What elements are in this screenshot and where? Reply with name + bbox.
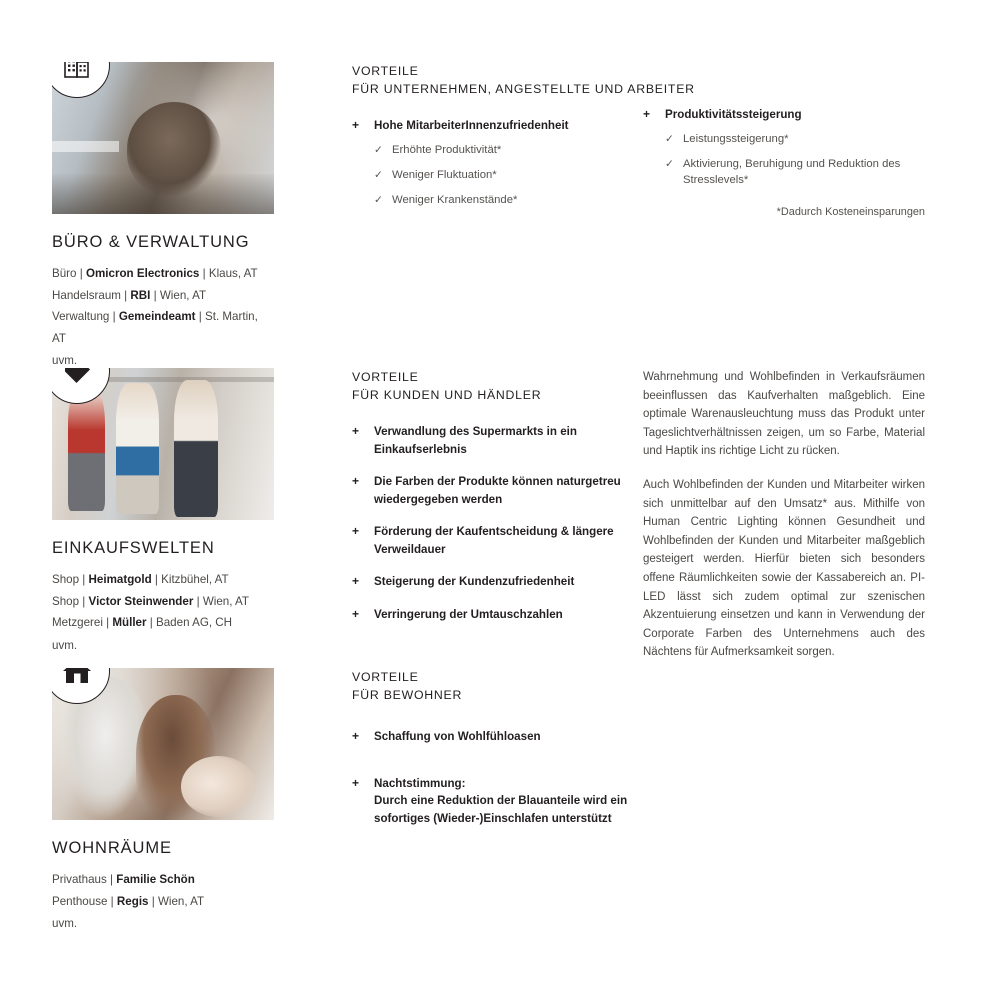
- check-icon: ✓: [665, 132, 674, 145]
- vorteile-kicker: VORTEILE: [352, 64, 419, 78]
- list-item: Privathaus | Familie Schön: [52, 873, 195, 886]
- plus-icon: +: [352, 729, 360, 743]
- list-item: Büro | Omicron Electronics | Klaus, AT: [52, 267, 258, 280]
- list-item: + Hohe MitarbeiterInnenzufriedenheit ✓ Erhöhte Produktivität* ✓ Weniger Fluktuation* ✓ Weniger Krankenstände*: [352, 117, 632, 208]
- footnote: *Dadurch Kosteneinsparungen: [776, 205, 925, 218]
- benefits-list: [352, 423, 632, 623]
- list-item: Shop | Victor Steinwender | Wien, AT: [52, 594, 249, 608]
- vorteile-kicker: VORTEILE: [352, 670, 419, 684]
- plus-icon: +: [643, 107, 651, 121]
- reference-list: [52, 869, 274, 935]
- list-item: ✓ Erhöhte Produktivität*: [374, 143, 502, 156]
- list-item: Metzgerei | Müller | Baden AG, CH: [52, 616, 233, 629]
- reference-list: [52, 569, 274, 656]
- section-middle-column: [352, 368, 632, 638]
- list-item: ✓ Weniger Fluktuation*: [374, 168, 497, 181]
- check-icon: ✓: [374, 193, 383, 206]
- body-paragraph: Auch Wohlbefinden der Kunden und Mitarbeiter wirken sich unmittelbar auf den Umsatz* aus. Mithilfe von Human Centric Lighting können Gesundheit und Wohlbefinden der Kunden und Mitarbeiter maßgeblich gesteigert werden. Hierfür bieten sich besonders offene Räumlichkeiten sowie der Kassabereich an. PI-LED lässt sich zudem optimal zur szenischen Akzentuierung einsetzen und kann in Verwendung der Corporate Farben des Unternehmens auch des Nächtens für Aufmerksamkeit sorgen.: [643, 478, 925, 659]
- more-label: uvm.: [52, 917, 78, 930]
- list-item: + Schaffung von Wohlfühloasen: [352, 728, 632, 746]
- sub-list: [374, 142, 632, 208]
- plus-icon: +: [352, 574, 360, 588]
- reference-list: [52, 263, 274, 372]
- section-left-column: [52, 62, 274, 372]
- list-item: + Produktivitätssteigerung ✓ Leistungssteigerung* ✓ Aktivierung, Beruhigung und Reduktion des Stresslevels*: [643, 106, 925, 188]
- list-item: Penthouse | Regis | Wien, AT: [52, 894, 205, 908]
- plus-icon: +: [352, 474, 360, 488]
- check-icon: ✓: [374, 168, 383, 181]
- more-label: uvm.: [52, 638, 78, 652]
- category-title: WOHNRÄUME: [52, 839, 172, 857]
- section-left-column: [52, 368, 274, 656]
- check-icon: ✓: [374, 143, 383, 156]
- section-right-column: [643, 368, 925, 677]
- vorteile-title: FÜR KUNDEN UND HÄNDLER: [352, 388, 542, 402]
- section-left-column: [52, 668, 274, 935]
- home-photo: [52, 668, 274, 820]
- list-item: + Verwandlung des Supermarkts in ein Einkaufserlebnis: [352, 424, 577, 456]
- plus-icon: +: [352, 524, 360, 538]
- section-middle-column: [352, 62, 695, 223]
- benefits-list: [352, 728, 632, 827]
- category-title: EINKAUFSWELTEN: [52, 539, 215, 557]
- section-right-column: [643, 62, 925, 218]
- category-title: BÜRO & VERWALTUNG: [52, 233, 250, 251]
- section-middle-column: [352, 668, 632, 842]
- list-item: + Förderung der Kaufentscheidung & längere Verweildauer: [352, 524, 614, 556]
- vorteile-title: FÜR BEWOHNER: [352, 688, 463, 702]
- office-photo: [52, 62, 274, 214]
- list-item: Verwaltung | Gemeindeamt | St. Martin, AT: [52, 310, 258, 345]
- list-item: ✓ Leistungssteigerung*: [665, 132, 789, 145]
- list-item: Handelsraum | RBI | Wien, AT: [52, 288, 207, 302]
- list-item: + Nachtstimmung: Durch eine Reduktion der Blauanteile wird ein sofortiges (Wieder-)Einschlafen unterstützt: [352, 775, 632, 828]
- benefits-list-left: [352, 117, 632, 208]
- list-item-detail: Durch eine Reduktion der Blauanteile wird ein sofortiges (Wieder-)Einschlafen unterstützt: [374, 794, 628, 825]
- list-item: ✓ Weniger Krankenstände*: [374, 193, 518, 206]
- shop-photo: [52, 368, 274, 520]
- plus-icon: +: [352, 606, 360, 621]
- list-item: ✓ Aktivierung, Beruhigung und Reduktion des Stresslevels*: [665, 157, 901, 186]
- list-item: + Verringerung der Umtauschzahlen: [352, 606, 632, 624]
- plus-icon: +: [352, 118, 360, 132]
- plus-icon: +: [352, 424, 360, 438]
- check-icon: ✓: [665, 157, 674, 170]
- sub-list: [665, 131, 925, 188]
- plus-icon: +: [352, 775, 360, 790]
- list-item: + Die Farben der Produkte können naturgetreu wiedergegeben werden: [352, 474, 621, 506]
- vorteile-kicker: VORTEILE: [352, 370, 419, 384]
- body-paragraph: Wahrnehmung und Wohlbefinden in Verkaufsräumen beeinflussen das Kaufverhalten maßgeblich. Eine optimale Warenausleuchtung muss das Produkt unter Tageslichtverhältnissen zeigen, um so Farbe, Material und Haptik ins richtige Licht zu rücken.: [643, 371, 925, 458]
- vorteile-title: FÜR UNTERNEHMEN, ANGESTELLTE UND ARBEITER: [352, 82, 695, 96]
- benefits-list-right: [643, 106, 925, 188]
- more-label: uvm.: [52, 354, 78, 367]
- list-item: Shop | Heimatgold | Kitzbühel, AT: [52, 573, 229, 586]
- list-item: + Steigerung der Kundenzufriedenheit: [352, 573, 632, 591]
